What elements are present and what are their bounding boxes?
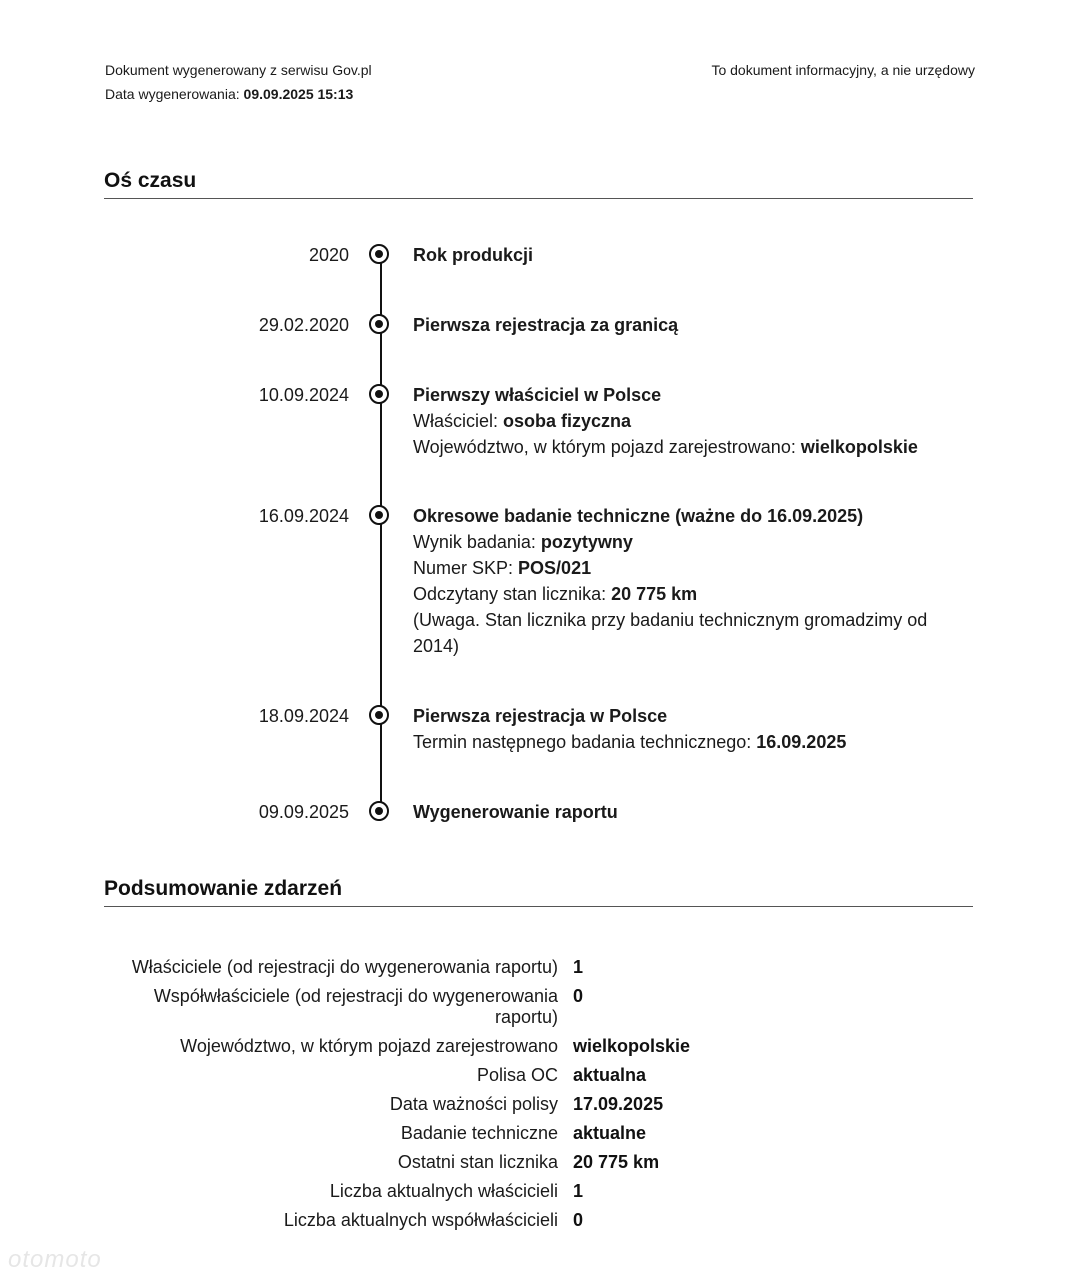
next-inspection-label: Termin następnego badania technicznego: (413, 732, 752, 752)
event-date: 2020 (308, 245, 349, 265)
summary-value: aktualne (573, 1123, 647, 1143)
summary-label: Liczba aktualnych właścicieli (329, 1181, 558, 1201)
timeline-dot-icon (369, 244, 389, 264)
timeline-dot-icon (369, 705, 389, 725)
odometer-label: Odczytany stan licznika: (413, 584, 607, 604)
owner-label: Właściciel: (413, 411, 499, 431)
summary-label: Polisa OC (476, 1065, 558, 1085)
event-date: 16.09.2024 (258, 506, 349, 526)
event-title: Pierwsza rejestracja za granicą (413, 315, 679, 335)
timeline-dot-icon (369, 801, 389, 821)
event-title: Pierwsza rejestracja w Polsce (413, 706, 668, 726)
summary-label: Właściciele (od rejestracji do wygenerowania raportu) (131, 957, 558, 977)
summary-value: 0 (573, 986, 584, 1006)
odometer-value: 20 775 km (611, 584, 698, 604)
summary-value: 1 (573, 957, 584, 977)
timeline-title: Oś czasu (104, 168, 973, 199)
result-label: Wynik badania: (413, 532, 536, 552)
summary-label: Współwłaściciele (od rejestracji do wygenerowania raportu) (153, 986, 558, 1027)
event-date: 09.09.2025 (258, 802, 349, 822)
generated-date-value: 09.09.2025 15:13 (243, 86, 354, 102)
generated-date (105, 86, 353, 102)
summary-value: 17.09.2025 (573, 1094, 664, 1114)
inspection-skp (413, 555, 933, 581)
event-title: Pierwszy właściciel w Polsce (413, 385, 662, 405)
event-voivodeship (413, 434, 933, 460)
inspection-note: (Uwaga. Stan licznika przy badaniu technicznym gromadzimy od 2014) (413, 610, 928, 656)
summary-value: 1 (573, 1181, 584, 1201)
event-title: Okresowe badanie techniczne (ważne do 16.09.2025) (413, 506, 864, 526)
timeline-dot-icon (369, 314, 389, 334)
timeline-dot-icon (369, 505, 389, 525)
timeline-dot-icon (369, 384, 389, 404)
inspection-odometer (413, 581, 933, 607)
summary-label: Badanie techniczne (400, 1123, 558, 1143)
watermark: otomoto (8, 1246, 102, 1273)
event-title: Rok produkcji (413, 245, 534, 265)
summary-label: Data ważności polisy (389, 1094, 558, 1114)
generated-from-text: Dokument wygenerowany z serwisu Gov.pl (105, 62, 372, 78)
next-inspection-value: 16.09.2025 (756, 732, 847, 752)
voivodeship-label: Województwo, w którym pojazd zarejestrowano: (413, 437, 796, 457)
skp-label: Numer SKP: (413, 558, 514, 578)
event-date: 10.09.2024 (258, 385, 349, 405)
next-inspection (413, 729, 933, 755)
summary-value: 20 775 km (573, 1152, 660, 1172)
event-date: 29.02.2020 (258, 315, 349, 335)
summary-value: wielkopolskie (573, 1036, 691, 1056)
disclaimer-text: To dokument informacyjny, a nie urzędowy (711, 62, 975, 78)
timeline-line (380, 255, 382, 812)
summary-label: Województwo, w którym pojazd zarejestrowano (180, 1036, 558, 1056)
summary-value: aktualna (573, 1065, 647, 1085)
generated-date-label: Data wygenerowania: (105, 86, 240, 102)
event-owner (413, 408, 933, 434)
skp-value: POS/021 (518, 558, 592, 578)
voivodeship-value: wielkopolskie (800, 437, 918, 457)
summary-label: Liczba aktualnych współwłaścicieli (283, 1210, 558, 1230)
owner-value: osoba fizyczna (503, 411, 632, 431)
summary-label: Ostatni stan licznika (397, 1152, 558, 1172)
event-title: Wygenerowanie raportu (413, 802, 618, 822)
inspection-result (413, 529, 933, 555)
event-date: 18.09.2024 (258, 706, 349, 726)
summary-value: 0 (573, 1210, 584, 1230)
result-value: pozytywny (540, 532, 633, 552)
summary-title: Podsumowanie zdarzeń (104, 876, 973, 907)
